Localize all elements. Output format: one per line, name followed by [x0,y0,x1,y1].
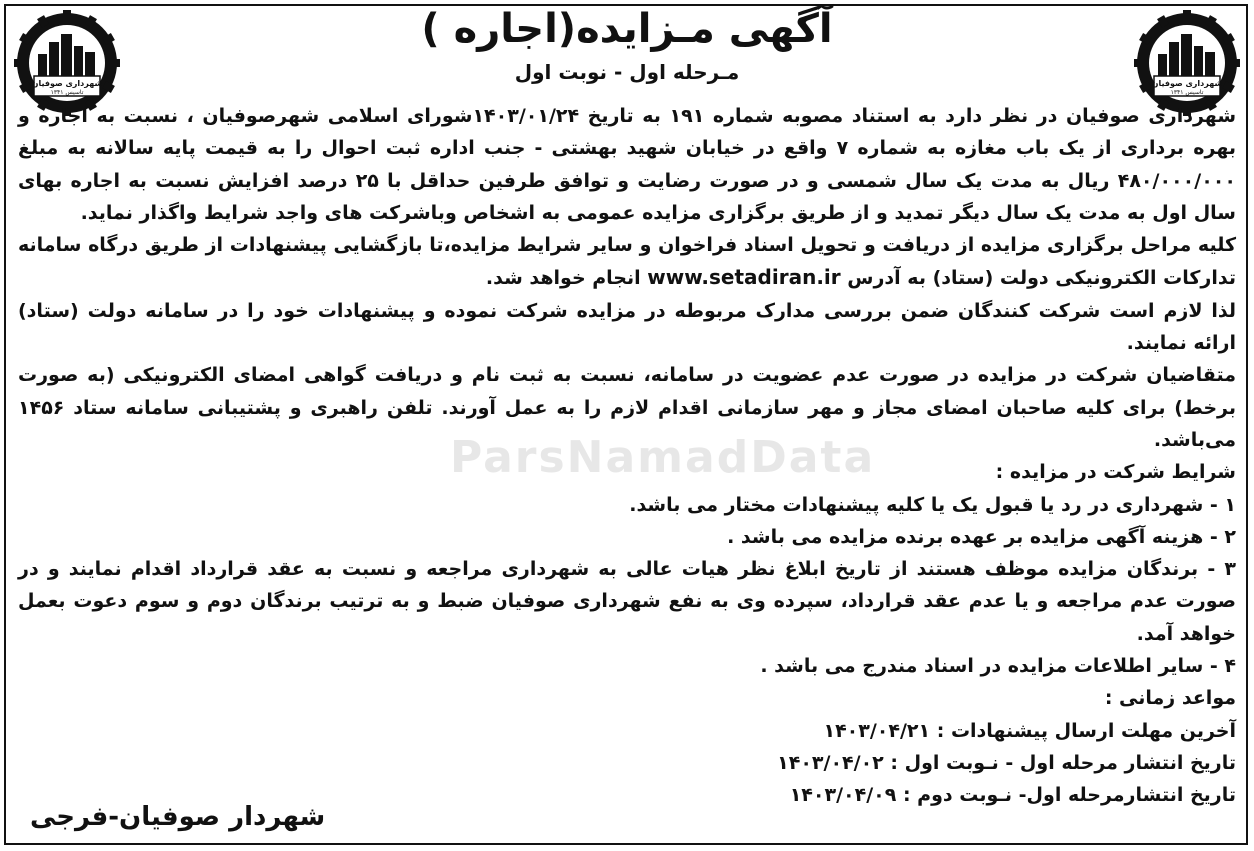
watermark: ParsNamadData [450,432,876,483]
paragraph-procedure [18,229,1236,295]
date-second-publication: تاریخ انتشارمرحله اول- نـوبت دوم : ۱۴۰۳/۰۴/۰۹ [789,784,1236,807]
paragraph-participants: لذا لازم است شرکت کنندگان ضمن بررسی مدارک مربوطه در مزایده شرکت نموده و پیشنهادات خود را در سامانه دولت (ستاد) ارائه نمایند. [18,299,1236,355]
dates-heading: مواعد زمانی : [1104,687,1236,710]
paragraph-registration: متقاضیان شرکت در مزایده در صورت عدم عضویت در سامانه، نسبت به ثبت نام و دریافت گواهی امضای الکترونیکی (به صورت برخط) برای کلیه صاحبان امضای مجاز و مهر سازمانی اقدام لازم را به عمل آورند. تلفن راهبری و پشتیبانی سامانه ستاد ۱۴۵۶ می‌باشد. [18,364,1236,451]
logo-year: تاسیس ۱۳۴۱ [1170,89,1204,96]
date-first-publication: تاریخ انتشار مرحله اول - نـوبت اول : ۱۴۰۳/۰۴/۰۲ [777,751,1236,774]
logo-caption: شهرداری صوفیان [1151,79,1223,88]
notice-subtitle: مـرحله اول - نوبت اول [514,60,740,84]
condition-item: ۴ - سایر اطلاعات مزایده در اسناد مندرج می باشد . [760,655,1236,678]
date-deadline: آخرین مهلت ارسال پیشنهادات : ۱۴۰۳/۰۴/۲۱ [823,719,1236,742]
conditions-heading: شرایط شرکت در مزایده : [995,461,1236,484]
logo-year: تاسیس ۱۳۴۱ [50,89,84,96]
procedure-end: انجام خواهد شد. [485,267,641,290]
notice-title: آگهی مـزایده(اجاره ) [421,6,833,52]
condition-item: ۲ - هزینه آگهی مزایده بر عهده برنده مزایده می باشد . [727,525,1236,548]
setadiran-link[interactable]: www.setadiran.ir [647,265,841,290]
condition-item: ۱ - شهرداری در رد یا قبول یک یا کلیه پیشنهادات مختار می باشد. [629,493,1236,516]
procedure-text: کلیه مراحل برگزاری مزایده از دریافت و تحویل اسناد فراخوان و سایر شرایط مزایده،تا بازگشایی پیشنهادات از طریق درگاه سامانه تدارکات الکترونیکی دولت (ستاد) به آدرس [18,234,1236,290]
paragraph-intro: شهرداری صوفیان در نظر دارد به استناد مصوبه شماره ۱۹۱ به تاریخ ۱۴۰۳/۰۱/۲۴شورای اسلامی شهرصوفیان ، نسبت به اجاره و بهره برداری از یک باب مغازه به شماره ۷ واقع در خیابان شهید بهشتی - جنب اداره ثبت احوال را به قیمت پایه سالانه به مبلغ ۴۸۰/۰۰۰/۰۰۰ ریال به مدت یک سال شمسی و در صورت رضایت و توافق طرفین حداقل با ۲۵ درصد افزایش نسبت به اجاره بهای سال اول به مدت یک سال دیگر تمدید و از طریق برگزاری مزایده عمومی به اشخاص وباشرکت های واجد شرایط واگذار نماید. [18,105,1237,224]
signature: شهردار صوفیان-فرجی [30,802,326,832]
logo-caption: شهرداری صوفیان [31,79,103,88]
condition-item: ۳ - برندگان مزایده موظف هستند از تاریخ ابلاغ نظر هیات عالی به شهرداری مراجعه و نسبت به عقد قرارداد اقدام نمایند و در صورت عدم مراجعه و یا عدم عقد قرارداد، سپرده وی به نفع شهرداری صوفیان ضبط و به ترتیب برندگان دوم و سوم دعوت بعمل خواهد آمد. [18,558,1236,645]
notice-body [18,100,1236,812]
